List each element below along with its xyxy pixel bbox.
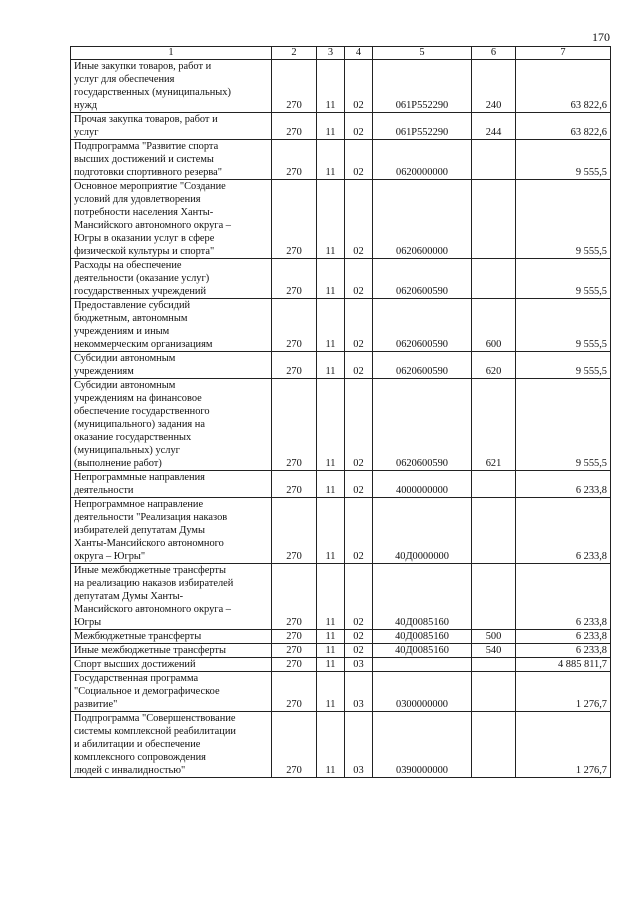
row-name-cell — [71, 60, 272, 113]
admin-code-cell: 270 — [272, 630, 317, 644]
row-name-line: деятельности — [74, 485, 134, 496]
section-code-cell: 11 — [317, 60, 345, 113]
row-name-line: государственных (муниципальных) — [74, 87, 231, 98]
column-header-4: 4 — [345, 47, 373, 60]
target-article-cell: 0620600590 — [373, 352, 472, 379]
row-name-line: Иные межбюджетные трансферты — [74, 645, 226, 656]
column-header-1: 1 — [71, 47, 272, 60]
amount-cell: 9 555,5 — [516, 180, 611, 259]
row-name-line: Спорт высших достижений — [74, 659, 196, 670]
section-code-cell: 11 — [317, 564, 345, 630]
amount-cell: 9 555,5 — [516, 299, 611, 352]
section-code-cell: 11 — [317, 658, 345, 672]
section-code-cell: 11 — [317, 471, 345, 498]
subsection-code-cell: 02 — [345, 564, 373, 630]
expense-kind-cell: 621 — [472, 379, 516, 471]
subsection-code-cell: 02 — [345, 644, 373, 658]
row-name-line: Основное мероприятие "Создание — [74, 181, 226, 192]
target-article-cell: 0390000000 — [373, 712, 472, 778]
row-name-line: Расходы на обеспечение — [74, 260, 182, 271]
table-row — [71, 180, 611, 259]
row-name-cell — [71, 644, 272, 658]
row-name-cell — [71, 259, 272, 299]
amount-cell: 6 233,8 — [516, 644, 611, 658]
row-name-line: учреждениям — [74, 366, 134, 377]
table-row — [71, 113, 611, 140]
expense-kind-cell — [472, 498, 516, 564]
row-name-line: подготовки спортивного резерва" — [74, 167, 222, 178]
column-header-3: 3 — [317, 47, 345, 60]
table-row — [71, 498, 611, 564]
row-name-line: потребности населения Ханты- — [74, 207, 214, 218]
column-header-2: 2 — [272, 47, 317, 60]
table-row — [71, 644, 611, 658]
row-name-line: Иные закупки товаров, работ и — [74, 61, 212, 72]
expense-kind-cell: 540 — [472, 644, 516, 658]
admin-code-cell: 270 — [272, 113, 317, 140]
amount-cell: 4 885 811,7 — [516, 658, 611, 672]
row-name-line: деятельности "Реализация наказов — [74, 512, 228, 523]
section-code-cell: 11 — [317, 299, 345, 352]
subsection-code-cell: 03 — [345, 712, 373, 778]
admin-code-cell: 270 — [272, 564, 317, 630]
row-name-line: депутатам Думы Ханты- — [74, 591, 184, 602]
column-header-5: 5 — [373, 47, 472, 60]
row-name-line: учреждениям на финансовое — [74, 393, 202, 404]
row-name-cell — [71, 140, 272, 180]
target-article-cell: 40Д0085160 — [373, 644, 472, 658]
expense-kind-cell: 500 — [472, 630, 516, 644]
row-name-line: условий для удовлетворения — [74, 194, 201, 205]
expense-kind-cell — [472, 259, 516, 299]
table-row — [71, 630, 611, 644]
section-code-cell: 11 — [317, 352, 345, 379]
row-name-line: Непрограммное направление — [74, 499, 204, 510]
expense-kind-cell — [472, 672, 516, 712]
target-article-cell: 0620600590 — [373, 299, 472, 352]
row-name-line: услуг для обеспечения — [74, 74, 175, 85]
row-name-line: "Социальное и демографическое — [74, 686, 220, 697]
subsection-code-cell: 02 — [345, 259, 373, 299]
row-name-line: физической культуры и спорта" — [74, 246, 215, 257]
row-name-line: Прочая закупка товаров, работ и — [74, 114, 218, 125]
subsection-code-cell: 02 — [345, 299, 373, 352]
row-name-cell — [71, 352, 272, 379]
subsection-code-cell: 02 — [345, 60, 373, 113]
row-name-line: Непрограммные направления — [74, 472, 205, 483]
amount-cell: 63 822,6 — [516, 60, 611, 113]
table-row — [71, 564, 611, 630]
column-header-7: 7 — [516, 47, 611, 60]
target-article-cell: 0300000000 — [373, 672, 472, 712]
subsection-code-cell: 02 — [345, 379, 373, 471]
section-code-cell: 11 — [317, 644, 345, 658]
row-name-line: Мансийского автономного округа – — [74, 220, 231, 231]
row-name-cell — [71, 712, 272, 778]
page-number: 170 — [592, 30, 610, 44]
row-name-line: обеспечение государственного — [74, 406, 210, 417]
row-name-line: Субсидии автономным — [74, 380, 176, 391]
row-name-line: избирателей депутатам Думы — [74, 525, 205, 536]
amount-cell: 6 233,8 — [516, 471, 611, 498]
expense-kind-cell: 600 — [472, 299, 516, 352]
target-article-cell: 061P552290 — [373, 113, 472, 140]
target-article-cell: 4000000000 — [373, 471, 472, 498]
row-name-line: (выполнение работ) — [74, 458, 162, 469]
row-name-line: Подпрограмма "Развитие спорта — [74, 141, 219, 152]
row-name-line: (муниципальных) услуг — [74, 445, 180, 456]
row-name-cell — [71, 471, 272, 498]
subsection-code-cell: 02 — [345, 498, 373, 564]
admin-code-cell: 270 — [272, 352, 317, 379]
expense-kind-cell: 620 — [472, 352, 516, 379]
amount-cell: 6 233,8 — [516, 564, 611, 630]
expense-kind-cell — [472, 658, 516, 672]
row-name-line: комплексного сопровождения — [74, 752, 206, 763]
row-name-line: Иные межбюджетные трансферты — [74, 565, 226, 576]
amount-cell: 9 555,5 — [516, 352, 611, 379]
row-name-line: и абилитации и обеспечение — [74, 739, 201, 750]
row-name-line: Межбюджетные трансферты — [74, 631, 202, 642]
admin-code-cell: 270 — [272, 658, 317, 672]
row-name-line: бюджетным, автономным — [74, 313, 188, 324]
row-name-line: округа – Югры" — [74, 551, 146, 562]
row-name-line: Мансийского автономного округа – — [74, 604, 231, 615]
budget-table — [70, 46, 611, 778]
section-code-cell: 11 — [317, 113, 345, 140]
admin-code-cell: 270 — [272, 471, 317, 498]
row-name-line: нужд — [74, 100, 98, 111]
target-article-cell: 40Д0085160 — [373, 630, 472, 644]
admin-code-cell: 270 — [272, 299, 317, 352]
row-name-line: некоммерческим организациям — [74, 339, 213, 350]
table-row — [71, 471, 611, 498]
row-name-line: услуг — [74, 127, 99, 138]
row-name-line: развитие" — [74, 699, 118, 710]
amount-cell: 6 233,8 — [516, 630, 611, 644]
admin-code-cell: 270 — [272, 259, 317, 299]
row-name-line: Субсидии автономным — [74, 353, 176, 364]
row-name-line: Югры в оказании услуг в сфере — [74, 233, 215, 244]
section-code-cell: 11 — [317, 379, 345, 471]
admin-code-cell: 270 — [272, 140, 317, 180]
amount-cell: 1 276,7 — [516, 672, 611, 712]
section-code-cell: 11 — [317, 180, 345, 259]
section-code-cell: 11 — [317, 140, 345, 180]
column-header-6: 6 — [472, 47, 516, 60]
expense-kind-cell — [472, 471, 516, 498]
row-name-line: Подпрограмма "Совершенствование — [74, 713, 236, 724]
target-article-cell — [373, 658, 472, 672]
row-name-line: высших достижений и системы — [74, 154, 214, 165]
table-row — [71, 140, 611, 180]
amount-cell: 63 822,6 — [516, 113, 611, 140]
row-name-line: Государственная программа — [74, 673, 199, 684]
table-header-row — [71, 47, 611, 60]
table-row — [71, 60, 611, 113]
row-name-line: учреждениям и иным — [74, 326, 170, 337]
subsection-code-cell: 03 — [345, 672, 373, 712]
amount-cell: 9 555,5 — [516, 259, 611, 299]
row-name-line: системы комплексной реабилитации — [74, 726, 236, 737]
target-article-cell: 40Д0085160 — [373, 564, 472, 630]
row-name-line: государственных учреждений — [74, 286, 207, 297]
expense-kind-cell — [472, 712, 516, 778]
subsection-code-cell: 02 — [345, 352, 373, 379]
row-name-line: на реализацию наказов избирателей — [74, 578, 234, 589]
row-name-line: Ханты-Мансийского автономного — [74, 538, 224, 549]
row-name-cell — [71, 658, 272, 672]
subsection-code-cell: 02 — [345, 180, 373, 259]
subsection-code-cell: 02 — [345, 630, 373, 644]
table-body — [71, 60, 611, 778]
section-code-cell: 11 — [317, 259, 345, 299]
amount-cell: 9 555,5 — [516, 140, 611, 180]
admin-code-cell: 270 — [272, 498, 317, 564]
row-name-line: людей с инвалидностью" — [74, 765, 186, 776]
row-name-line: Югры — [74, 617, 102, 628]
row-name-line: оказание государственных — [74, 432, 192, 443]
section-code-cell: 11 — [317, 712, 345, 778]
row-name-line: (муниципального) задания на — [74, 419, 205, 430]
row-name-line: деятельности (оказание услуг) — [74, 273, 210, 284]
amount-cell: 9 555,5 — [516, 379, 611, 471]
admin-code-cell: 270 — [272, 60, 317, 113]
row-name-cell — [71, 379, 272, 471]
row-name-cell — [71, 113, 272, 140]
target-article-cell: 0620600590 — [373, 259, 472, 299]
subsection-code-cell: 02 — [345, 140, 373, 180]
expense-kind-cell: 240 — [472, 60, 516, 113]
row-name-cell — [71, 630, 272, 644]
section-code-cell: 11 — [317, 498, 345, 564]
expense-kind-cell: 244 — [472, 113, 516, 140]
expense-kind-cell — [472, 140, 516, 180]
amount-cell: 1 276,7 — [516, 712, 611, 778]
expense-kind-cell — [472, 564, 516, 630]
table-row — [71, 379, 611, 471]
row-name-cell — [71, 498, 272, 564]
table-row — [71, 658, 611, 672]
table-row — [71, 299, 611, 352]
target-article-cell: 0620600590 — [373, 379, 472, 471]
target-article-cell: 061P552290 — [373, 60, 472, 113]
target-article-cell: 0620600000 — [373, 180, 472, 259]
table-row — [71, 712, 611, 778]
row-name-cell — [71, 672, 272, 712]
admin-code-cell: 270 — [272, 712, 317, 778]
row-name-cell — [71, 180, 272, 259]
row-name-line: Предоставление субсидий — [74, 300, 191, 311]
row-name-cell — [71, 564, 272, 630]
admin-code-cell: 270 — [272, 379, 317, 471]
section-code-cell: 11 — [317, 672, 345, 712]
admin-code-cell: 270 — [272, 672, 317, 712]
amount-cell: 6 233,8 — [516, 498, 611, 564]
section-code-cell: 11 — [317, 630, 345, 644]
row-name-cell — [71, 299, 272, 352]
subsection-code-cell: 03 — [345, 658, 373, 672]
table-row — [71, 672, 611, 712]
table-row — [71, 352, 611, 379]
expense-kind-cell — [472, 180, 516, 259]
admin-code-cell: 270 — [272, 180, 317, 259]
table-row — [71, 259, 611, 299]
target-article-cell: 0620000000 — [373, 140, 472, 180]
admin-code-cell: 270 — [272, 644, 317, 658]
subsection-code-cell: 02 — [345, 471, 373, 498]
subsection-code-cell: 02 — [345, 113, 373, 140]
target-article-cell: 40Д0000000 — [373, 498, 472, 564]
